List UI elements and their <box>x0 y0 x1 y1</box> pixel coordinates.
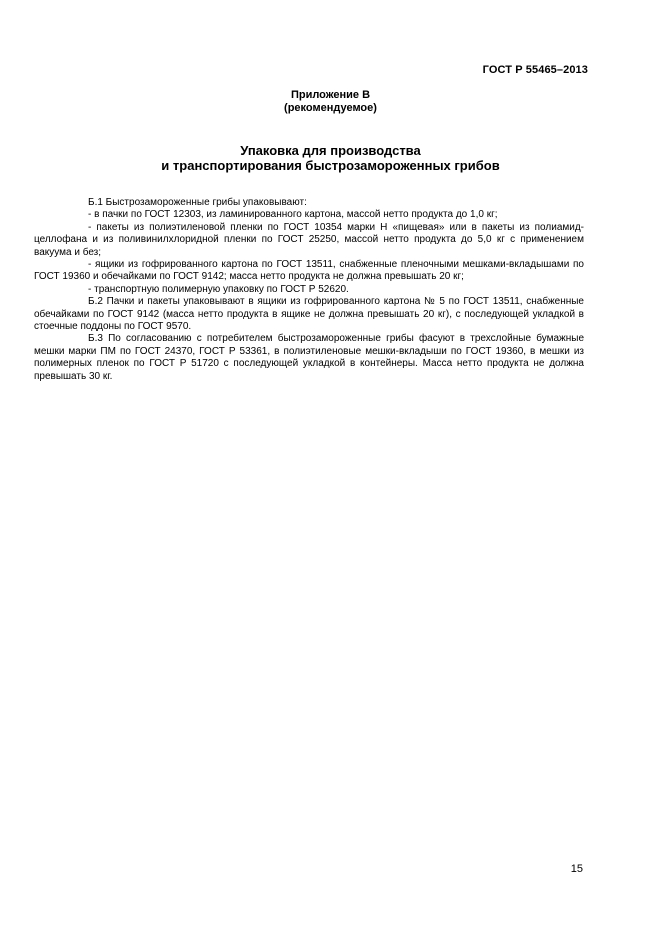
annex-status: (рекомендуемое) <box>284 102 377 114</box>
list-item-boxes: - ящики из гофрированного картона по ГОСТ 13511, снабженные пленочными мешками-вкладышами по ГОСТ 19360 и обечайками по ГОСТ 9142; масса нетто продукта не должна превышать 20 кг; <box>34 259 584 283</box>
list-item-packs: - в пачки по ГОСТ 12303, из ламинированного картона, массой нетто продукта до 1,0 кг; <box>88 209 498 221</box>
list-item-transport-packaging: - транспортную полимерную упаковку по ГОСТ Р 52620. <box>88 283 349 295</box>
paragraph-b3: Б.3 По согласованию с потребителем быстрозамороженные грибы фасуют в трехслойные бумажные мешки марки ПМ по ГОСТ 24370, ГОСТ Р 53361, в полиэтиленовые мешки-вкладыши по ГОСТ 19360, в мешки из полимерных пленок по ГОСТ Р 51720 с последующей укладкой в контейнеры. Масса нетто продукта не должна превышать 30 кг. <box>34 333 584 382</box>
section-title-line-2: и транспортирования быстрозамороженных грибов <box>161 158 500 173</box>
document-code: ГОСТ Р 55465–2013 <box>482 64 588 76</box>
page-number: 15 <box>570 863 583 875</box>
section-title-line-1: Упаковка для производства <box>240 143 421 158</box>
body-text <box>34 197 584 383</box>
paragraph-b1: Б.1 Быстрозамороженные грибы упаковывают: <box>88 197 307 208</box>
annex-title: Приложение В <box>290 89 371 101</box>
paragraph-b2: Б.2 Пачки и пакеты упаковывают в ящики из гофрированного картона № 5 по ГОСТ 13511, снабженные обечайками по ГОСТ 9142 (масса нетто продукта в ящике не должна превышать 20 кг), с последующей укладкой в стоечные поддоны по ГОСТ 9570. <box>34 296 584 333</box>
list-item-bags: - пакеты из полиэтиленовой пленки по ГОСТ 10354 марки Н «пищевая» или в пакеты из полиамид-целлофана и из поливинилхлоридной пленки по ГОСТ 25250, массой нетто продукта до 5,0 кг с применением вакуума и без; <box>34 221 584 258</box>
section-title <box>0 143 661 173</box>
